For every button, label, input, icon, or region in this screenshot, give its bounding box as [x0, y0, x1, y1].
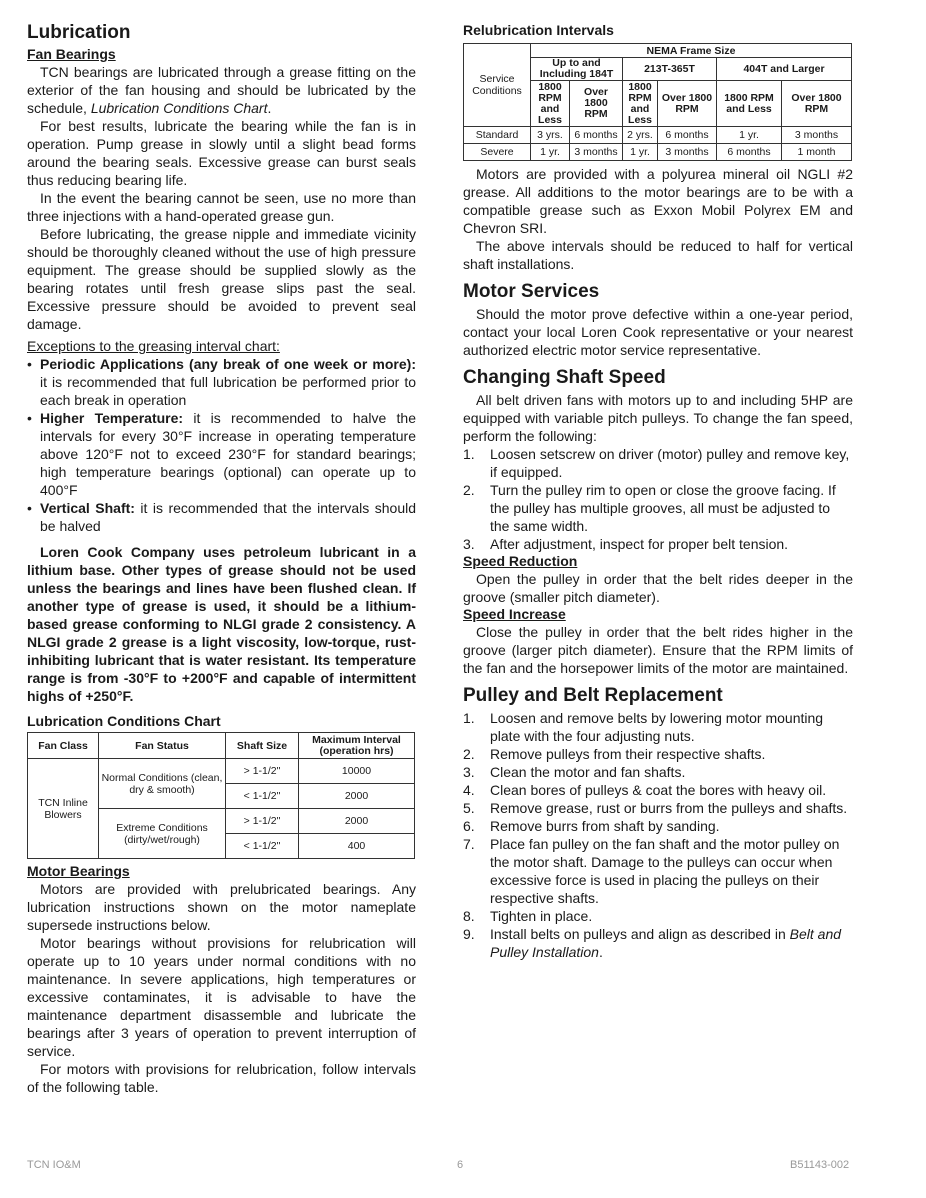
- lubrication-title: Lubrication: [27, 22, 131, 43]
- footer-doc-number: B51143-002: [790, 1159, 850, 1171]
- exceptions-heading: Exceptions to the greasing interval chart:: [27, 338, 280, 354]
- list-item: 3. After adjustment, inspect for proper belt tension.: [463, 536, 789, 552]
- table-header: 404T and Larger: [717, 58, 852, 81]
- motor-services-title: Motor Services: [463, 281, 600, 302]
- list-item: 6. Remove burrs from shaft by sanding.: [463, 818, 720, 834]
- relubrication-table: [463, 43, 852, 161]
- speed-reduction-paragraph: Open the pulley in order that the belt rides deeper in the groove (smaller pitch diameter).: [463, 571, 853, 605]
- list-item: 5. Remove grease, rust or burrs from the pulleys and shafts.: [463, 800, 848, 816]
- table-header: Shaft Size: [226, 733, 299, 759]
- motor-bearings-paragraph-3: For motors with provisions for relubrication, follow intervals of the following table.: [27, 1061, 416, 1095]
- shaft-speed-steps: [463, 445, 853, 553]
- table-cell: > 1-1/2": [226, 759, 299, 784]
- table-header: Up to and Including 184T: [531, 58, 623, 81]
- right-column: [463, 22, 853, 961]
- list-item: 2. Remove pulleys from their respective shafts.: [463, 746, 766, 762]
- list-item: • Periodic Applications (any break of one week or more): it is recommended that full lubrication be performed prior to each break in operation: [27, 355, 416, 409]
- table-cell: 1 yr.: [717, 127, 782, 144]
- table-cell: < 1-1/2": [226, 784, 299, 809]
- table-header: Fan Status: [99, 733, 226, 759]
- table-cell: 3 months: [658, 144, 717, 161]
- table-header: 1800 RPM and Less: [623, 81, 658, 127]
- table-header: Service Conditions: [464, 44, 531, 127]
- changing-shaft-speed-title: Changing Shaft Speed: [463, 367, 666, 388]
- fan-bearings-paragraph-2: For best results, lubricate the bearing while the fan is in operation. Pump grease in slowly until a slight bead forms around the bearing seals. Excessive grease can burst seals thus reducing bearing life.: [27, 118, 416, 188]
- table-cell: 6 months: [717, 144, 782, 161]
- vertical-shaft-paragraph: The above intervals should be reduced to half for vertical shaft installations.: [463, 238, 853, 272]
- motor-bearings-heading: Motor Bearings: [27, 863, 130, 879]
- table-cell: 10000: [299, 759, 415, 784]
- table-cell: 6 months: [658, 127, 717, 144]
- relubrication-title: Relubrication Intervals: [463, 22, 614, 38]
- motor-bearings-paragraph-1: Motors are provided with prelubricated bearings. Any lubrication instructions shown on the motor nameplate supersede instructions below.: [27, 881, 416, 933]
- list-item: 4. Clean bores of pulleys & coat the bores with heavy oil.: [463, 782, 827, 798]
- pulley-belt-steps: [463, 709, 853, 961]
- table-cell: 400: [299, 834, 415, 859]
- table-cell: Severe: [464, 144, 531, 161]
- speed-increase-paragraph: Close the pulley in order that the belt rides higher in the groove (larger pitch diameter). Ensure that the RPM limits of the fan and the horsepower limits of the motor are maintained.: [463, 624, 853, 676]
- table-cell: 2000: [299, 784, 415, 809]
- table-cell: 1 month: [782, 144, 852, 161]
- table-header: Maximum Interval (operation hrs): [299, 733, 415, 759]
- exceptions-list: [27, 355, 416, 535]
- list-item: 3. Clean the motor and fan shafts.: [463, 764, 686, 780]
- list-item: 2. Turn the pulley rim to open or close the groove facing. If the pulley has multiple grooves, all must be adjusted to the same width.: [463, 482, 836, 534]
- motor-services-paragraph: Should the motor prove defective within a one-year period, contact your local Loren Cook representative or your nearest authorized electric motor service representative.: [463, 306, 853, 358]
- table-header: Fan Class: [28, 733, 99, 759]
- table-header: 1800 RPM and Less: [531, 81, 570, 127]
- speed-reduction-heading: Speed Reduction: [463, 553, 578, 569]
- table-header: NEMA Frame Size: [531, 44, 852, 58]
- list-item: 8. Tighten in place.: [463, 908, 593, 924]
- table-cell: 2000: [299, 809, 415, 834]
- list-item: • Higher Temperature: it is recommended to halve the intervals for every 30°F increase in operating temperature above 120°F not to exceed 230°F for standard bearings; high temperature bearings (optional) can operate up to 400°F: [27, 409, 416, 499]
- table-cell: 1 yr.: [623, 144, 658, 161]
- table-cell: > 1-1/2": [226, 809, 299, 834]
- table-cell: 3 yrs.: [531, 127, 570, 144]
- pulley-belt-title: Pulley and Belt Replacement: [463, 685, 723, 706]
- table-cell: 1 yr.: [531, 144, 570, 161]
- left-column: [27, 22, 416, 1096]
- table-cell: Standard: [464, 127, 531, 144]
- table-header: 1800 RPM and Less: [717, 81, 782, 127]
- fan-bearings-paragraph-1: TCN bearings are lubricated through a grease fitting on the exterior of the fan housing and should be lubricated by the schedule, Lubrication Conditions Chart.: [27, 64, 416, 116]
- lubricant-notice: Loren Cook Company uses petroleum lubricant in a lithium base. Other types of grease should not be used unless the bearings and lines have been flushed clean. If another type of grease is used, it should be a lithium-based grease conforming to NLGI grade 2 consistency. A NLGI grade 2 grease is a light viscosity, low-torque, rust-inhibiting lubricant that is water resistant. Its temperature range is from -30°F to +200°F and capable of intermittent highs of +250°F.: [27, 544, 416, 704]
- lubrication-chart-title: Lubrication Conditions Chart: [27, 713, 221, 729]
- motor-bearings-paragraph-2: Motor bearings without provisions for relubrication will operate up to 10 years under normal conditions with no maintenance. In severe applications, high temperatures or excessive contaminates, it is advisable to have the maintenance department disassemble and lubricate the bearings after 3 years of operation to prevent interruption of service.: [27, 935, 416, 1059]
- table-row: [464, 144, 852, 161]
- fan-bearings-heading: Fan Bearings: [27, 46, 116, 62]
- polyurea-paragraph: Motors are provided with a polyurea mineral oil NGLI #2 grease. All additions to the motor bearings are to be with a compatible grease such as Exxon Mobil Polyrex EM and Chevron SRI.: [463, 166, 853, 236]
- table-cell: 2 yrs.: [623, 127, 658, 144]
- table-row: [464, 127, 852, 144]
- shaft-speed-paragraph: All belt driven fans with motors up to and including 5HP are equipped with variable pitch pulleys. To change the fan speed, perform the following:: [463, 392, 853, 444]
- table-cell: TCN Inline Blowers: [28, 759, 99, 859]
- list-item: • Vertical Shaft: it is recommended that the intervals should be halved: [27, 499, 416, 535]
- list-item: 9. Install belts on pulleys and align as described in Belt and Pulley Installation.: [463, 926, 842, 960]
- footer-page-number: 6: [457, 1159, 464, 1171]
- list-item: 1. Loosen setscrew on driver (motor) pulley and remove key, if equipped.: [463, 446, 850, 480]
- table-header: 213T-365T: [623, 58, 717, 81]
- fan-bearings-paragraph-4: Before lubricating, the grease nipple and immediate vicinity should be thoroughly cleaned without the use of high pressure equipment. The grease should be supplied slowly as the bearing rotates until fresh grease slips past the seal. Excessive pressure should be avoided to prevent seal damage.: [27, 226, 416, 332]
- list-item: 7. Place fan pulley on the fan shaft and the motor pulley on the motor shaft. Damage to the pulleys can occur when excessive force is used in placing the pulleys on their respective shafts.: [463, 836, 840, 906]
- table-cell: 3 months: [570, 144, 623, 161]
- fan-bearings-paragraph-3: In the event the bearing cannot be seen, use no more than three injections with a hand-operated grease gun.: [27, 190, 416, 224]
- table-header: Over 1800 RPM: [570, 81, 623, 127]
- table-cell: < 1-1/2": [226, 834, 299, 859]
- table-cell: Extreme Conditions (dirty/wet/rough): [99, 809, 226, 859]
- table-cell: 6 months: [570, 127, 623, 144]
- speed-increase-heading: Speed Increase: [463, 606, 566, 622]
- lubrication-conditions-table: [27, 732, 415, 859]
- table-cell: Normal Conditions (clean, dry & smooth): [99, 759, 226, 809]
- table-header: Over 1800 RPM: [658, 81, 717, 127]
- list-item: 1. Loosen and remove belts by lowering motor mounting plate with the four adjusting nuts.: [463, 710, 824, 744]
- table-header: Over 1800 RPM: [782, 81, 852, 127]
- footer-doc-title: TCN IO&M: [27, 1159, 81, 1171]
- table-cell: 3 months: [782, 127, 852, 144]
